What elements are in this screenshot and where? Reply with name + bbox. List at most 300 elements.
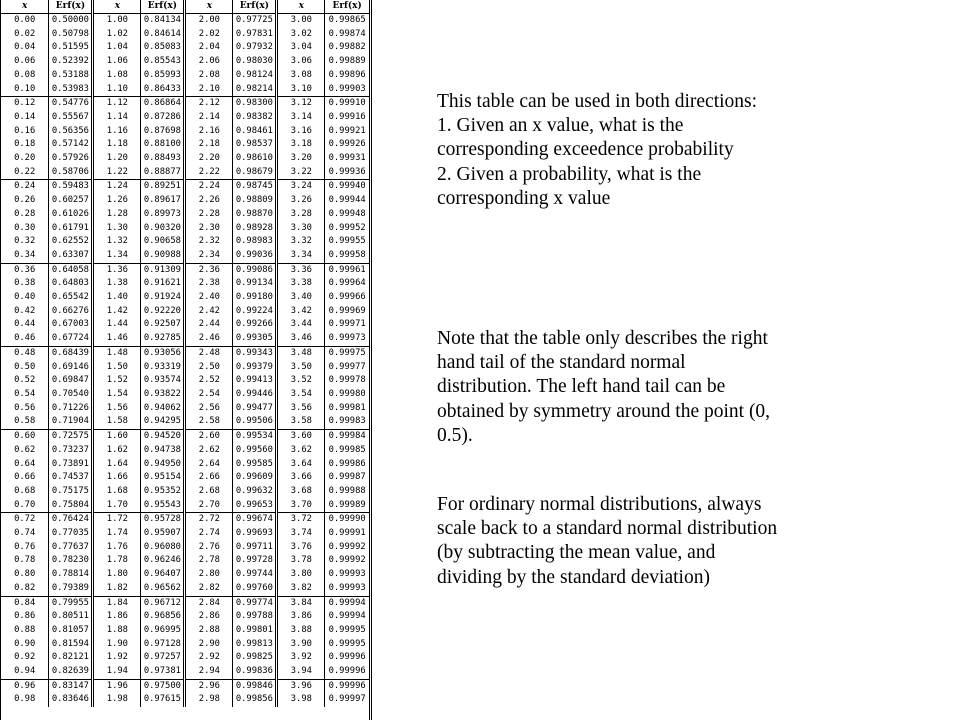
x-value-cell: 3.50: [277, 361, 325, 375]
x-value-cell: 2.08: [185, 69, 233, 83]
table-row: [1, 180, 369, 194]
erf-value-cell: 0.99981: [325, 402, 369, 416]
x-value-cell: 3.38: [277, 277, 325, 291]
x-value-cell: 2.76: [185, 541, 233, 555]
erf-value-cell: 0.55567: [49, 111, 93, 125]
erf-value-cell: 0.99889: [325, 55, 369, 69]
erf-value-cell: 0.71904: [49, 415, 93, 429]
erf-value-cell: 0.98461: [233, 125, 277, 139]
x-value-cell: 0.14: [14, 111, 36, 122]
x-value-cell: 3.66: [277, 471, 325, 485]
x-value-cell: 2.66: [185, 471, 233, 485]
x-value-cell: 0.56: [14, 402, 36, 413]
x-value-cell: 1.80: [93, 568, 141, 582]
erf-value-cell: 0.99224: [233, 305, 277, 319]
x-value-cell: 3.86: [277, 610, 325, 624]
erf-value-cell: 0.99788: [233, 610, 277, 624]
x-value-cell: 0.00: [14, 15, 36, 25]
erf-value-cell: 0.74537: [49, 471, 93, 485]
erf-value-cell: 0.69847: [49, 374, 93, 388]
erf-value-cell: 0.99944: [325, 194, 369, 208]
x-value-cell: 2.30: [185, 222, 233, 236]
table-row: [1, 138, 369, 152]
erf-value-cell: 0.96995: [141, 624, 185, 638]
x-value-cell: 0.62: [14, 444, 36, 455]
table-row: [1, 291, 369, 305]
erf-value-cell: 0.94738: [141, 444, 185, 458]
x-value-cell: 1.28: [93, 208, 141, 222]
erf-value-cell: 0.66276: [49, 305, 93, 319]
erf-value-cell: 0.94295: [141, 415, 185, 429]
table-row: [1, 152, 369, 166]
x-value-cell: 0.98: [14, 694, 36, 705]
x-value-cell: 1.48: [93, 346, 141, 360]
x-value-cell: 1.62: [93, 444, 141, 458]
erf-value-cell: 0.87286: [141, 111, 185, 125]
erf-value-cell: 0.99874: [325, 28, 369, 42]
erf-value-cell: 0.94950: [141, 458, 185, 472]
erf-value-cell: 0.99952: [325, 222, 369, 236]
erf-value-cell: 0.99992: [325, 554, 369, 568]
x-value-cell: 3.96: [277, 679, 325, 693]
x-value-cell: 2.42: [185, 305, 233, 319]
erf-value-cell: 0.53188: [49, 69, 93, 83]
column-header-erf: Erf(x): [49, 0, 93, 14]
table-row: [1, 582, 369, 596]
x-value-cell: 0.10: [14, 83, 36, 94]
x-value-cell: 1.50: [93, 361, 141, 375]
erf-value-cell: 0.91621: [141, 277, 185, 291]
x-value-cell: 0.16: [14, 125, 36, 136]
erf-value-cell: 0.89251: [141, 180, 185, 194]
erf-value-cell: 0.99990: [325, 513, 369, 527]
erf-value-cell: 0.99343: [233, 346, 277, 360]
erf-value-cell: 0.93056: [141, 346, 185, 360]
note-line: 1. Given an x value, what is the: [437, 115, 684, 137]
table-row: [1, 263, 369, 277]
x-value-cell: 3.20: [277, 152, 325, 166]
erf-value-cell: 0.96407: [141, 568, 185, 582]
table-row: [1, 679, 369, 693]
x-value-cell: 0.40: [14, 292, 36, 303]
erf-value-cell: 0.51595: [49, 41, 93, 55]
erf-value-cell: 0.84134: [141, 14, 185, 28]
table-row: [1, 305, 369, 319]
erf-value-cell: 0.95907: [141, 527, 185, 541]
erf-value-cell: 0.82121: [49, 651, 93, 665]
scaling-note-paragraph: [437, 493, 777, 590]
erf-value-cell: 0.99936: [325, 166, 369, 180]
note-line: hand tail of the standard normal: [437, 352, 686, 374]
x-value-cell: 0.92: [14, 652, 36, 663]
x-value-cell: 1.24: [93, 180, 141, 194]
erf-value-cell: 0.96080: [141, 541, 185, 555]
x-value-cell: 1.36: [93, 263, 141, 277]
x-value-cell: 3.76: [277, 541, 325, 555]
erf-value-cell: 0.54776: [49, 97, 93, 111]
erf-value-cell: 0.90320: [141, 222, 185, 236]
x-value-cell: 2.86: [185, 610, 233, 624]
x-value-cell: 0.74: [14, 528, 36, 539]
erf-value-cell: 0.99993: [325, 582, 369, 596]
x-value-cell: 1.64: [93, 458, 141, 472]
x-value-cell: 0.88: [14, 624, 36, 635]
x-value-cell: 3.34: [277, 249, 325, 263]
note-line: For ordinary normal distributions, always: [437, 494, 762, 515]
erf-value-cell: 0.89973: [141, 208, 185, 222]
erf-value-cell: 0.99534: [233, 430, 277, 444]
x-value-cell: 1.30: [93, 222, 141, 236]
x-value-cell: 3.84: [277, 596, 325, 610]
table-row: [1, 415, 369, 429]
erf-value-cell: 0.98610: [233, 152, 277, 166]
x-value-cell: 0.48: [1, 346, 49, 360]
x-value-cell: 3.22: [277, 166, 325, 180]
x-value-cell: 1.38: [93, 277, 141, 291]
erf-value-cell: 0.99846: [233, 679, 277, 693]
erf-value-cell: 0.97128: [141, 638, 185, 652]
erf-value-cell: 0.99989: [325, 499, 369, 513]
table-row: [1, 458, 369, 472]
x-value-cell: 2.02: [185, 28, 233, 42]
x-value-cell: 3.82: [277, 582, 325, 596]
table-row: [1, 374, 369, 388]
x-value-cell: 3.28: [277, 208, 325, 222]
x-value-cell: 3.18: [277, 138, 325, 152]
erf-value-cell: 0.62552: [49, 235, 93, 249]
erf-value-cell: 0.78230: [49, 554, 93, 568]
erf-value-cell: 0.99948: [325, 208, 369, 222]
x-value-cell: 1.60: [93, 430, 141, 444]
erf-value-cell: 0.76424: [49, 513, 93, 527]
erf-value-cell: 0.87698: [141, 125, 185, 139]
x-value-cell: 2.40: [185, 291, 233, 305]
x-value-cell: 0.90: [14, 638, 36, 649]
x-value-cell: 3.10: [277, 83, 325, 97]
x-value-cell: 2.92: [185, 651, 233, 665]
table-row: [1, 624, 369, 638]
x-value-cell: 2.32: [185, 235, 233, 249]
table-row: [1, 693, 369, 707]
x-value-cell: 2.14: [185, 111, 233, 125]
erf-value-cell: 0.99728: [233, 554, 277, 568]
erf-value-cell: 0.50798: [49, 28, 93, 42]
x-value-cell: 1.82: [93, 582, 141, 596]
erf-value-cell: 0.99910: [325, 97, 369, 111]
x-value-cell: 1.42: [93, 305, 141, 319]
column-header-erf: Erf(x): [325, 0, 369, 14]
x-value-cell: 0.96: [1, 679, 49, 693]
erf-value-cell: 0.86864: [141, 97, 185, 111]
table-row: [1, 471, 369, 485]
table-row: [1, 527, 369, 541]
note-line: 0.5).: [437, 424, 473, 446]
erf-value-cell: 0.58706: [49, 166, 93, 180]
x-value-cell: 3.62: [277, 444, 325, 458]
table-row: [1, 444, 369, 458]
erf-value-cell: 0.67003: [49, 318, 93, 332]
erf-value-cell: 0.99961: [325, 263, 369, 277]
x-value-cell: 1.52: [93, 374, 141, 388]
x-value-cell: 2.46: [185, 332, 233, 346]
x-value-cell: 3.08: [277, 69, 325, 83]
erf-value-cell: 0.99477: [233, 402, 277, 416]
erf-value-cell: 0.77637: [49, 541, 93, 555]
erf-value-cell: 0.93319: [141, 361, 185, 375]
erf-value-cell: 0.99992: [325, 541, 369, 555]
erf-value-cell: 0.99413: [233, 374, 277, 388]
x-value-cell: 3.90: [277, 638, 325, 652]
x-value-cell: 0.34: [14, 249, 36, 260]
erf-value-cell: 0.99931: [325, 152, 369, 166]
erf-value-cell: 0.50000: [49, 14, 93, 28]
x-value-cell: 2.90: [185, 638, 233, 652]
x-value-cell: 1.08: [93, 69, 141, 83]
x-value-cell: 0.32: [14, 236, 36, 247]
erf-value-cell: 0.99813: [233, 638, 277, 652]
x-value-cell: 0.42: [14, 305, 36, 316]
x-value-cell: 2.22: [185, 166, 233, 180]
erf-value-cell: 0.91309: [141, 263, 185, 277]
x-value-cell: 1.16: [93, 125, 141, 139]
table-row: [1, 499, 369, 513]
column-header-x: x: [1, 0, 49, 14]
x-value-cell: 2.56: [185, 402, 233, 416]
x-value-cell: 0.46: [14, 333, 36, 344]
table-row: [1, 277, 369, 291]
erf-value-cell: 0.98745: [233, 180, 277, 194]
x-value-cell: 2.16: [185, 125, 233, 139]
x-value-cell: 1.76: [93, 541, 141, 555]
x-value-cell: 3.98: [277, 693, 325, 707]
x-value-cell: 2.12: [185, 97, 233, 111]
table-row: [1, 513, 369, 527]
x-value-cell: 1.26: [93, 194, 141, 208]
erf-value-cell: 0.91924: [141, 291, 185, 305]
x-value-cell: 1.02: [93, 28, 141, 42]
x-value-cell: 0.68: [14, 485, 36, 496]
note-line: Note that the table only describes the right: [437, 328, 768, 349]
x-value-cell: 1.90: [93, 638, 141, 652]
erf-value-cell: 0.99760: [233, 582, 277, 596]
erf-value-cell: 0.99966: [325, 291, 369, 305]
x-value-cell: 3.14: [277, 111, 325, 125]
erf-value-cell: 0.78814: [49, 568, 93, 582]
erf-value-cell: 0.99446: [233, 388, 277, 402]
x-value-cell: 1.92: [93, 651, 141, 665]
x-value-cell: 0.38: [14, 278, 36, 289]
erf-value-cell: 0.83646: [49, 693, 93, 707]
note-line: dividing by the standard deviation): [437, 566, 710, 588]
x-value-cell: 3.94: [277, 665, 325, 679]
erf-value-cell: 0.99744: [233, 568, 277, 582]
note-line: distribution. The left hand tail can be: [437, 376, 726, 398]
erf-value-cell: 0.77035: [49, 527, 93, 541]
erf-value-cell: 0.64058: [49, 263, 93, 277]
erf-value-cell: 0.92220: [141, 305, 185, 319]
erf-value-cell: 0.97615: [141, 693, 185, 707]
erf-value-cell: 0.99995: [325, 638, 369, 652]
x-value-cell: 1.06: [93, 55, 141, 69]
erf-value-cell: 0.99180: [233, 291, 277, 305]
x-value-cell: 3.54: [277, 388, 325, 402]
column-header-x: x: [185, 0, 233, 14]
x-value-cell: 0.86: [14, 611, 36, 622]
note-line: corresponding exceedence probability: [437, 139, 734, 161]
x-value-cell: 0.80: [14, 569, 36, 580]
erf-value-cell: 0.99379: [233, 361, 277, 375]
erf-table-body: [1, 14, 369, 708]
table-row: [1, 541, 369, 555]
erf-value-cell: 0.99986: [325, 458, 369, 472]
x-value-cell: 2.38: [185, 277, 233, 291]
erf-value-cell: 0.82639: [49, 665, 93, 679]
x-value-cell: 0.78: [14, 555, 36, 566]
erf-value-cell: 0.99865: [325, 14, 369, 28]
erf-value-cell: 0.60257: [49, 194, 93, 208]
table-row: [1, 596, 369, 610]
x-value-cell: 2.54: [185, 388, 233, 402]
x-value-cell: 2.44: [185, 318, 233, 332]
erf-value-cell: 0.99632: [233, 485, 277, 499]
x-value-cell: 2.82: [185, 582, 233, 596]
erf-value-cell: 0.57142: [49, 138, 93, 152]
erf-value-cell: 0.95154: [141, 471, 185, 485]
x-value-cell: 0.54: [14, 388, 36, 399]
x-value-cell: 1.84: [93, 596, 141, 610]
erf-value-cell: 0.93574: [141, 374, 185, 388]
table-row: [1, 28, 369, 42]
erf-value-cell: 0.67724: [49, 332, 93, 346]
erf-value-cell: 0.68439: [49, 346, 93, 360]
erf-value-cell: 0.99975: [325, 346, 369, 360]
x-value-cell: 0.58: [14, 416, 36, 427]
x-value-cell: 0.36: [1, 263, 49, 277]
erf-value-cell: 0.95543: [141, 499, 185, 513]
x-value-cell: 2.74: [185, 527, 233, 541]
column-header-erf: Erf(x): [233, 0, 277, 14]
table-row: [1, 14, 369, 28]
x-value-cell: 0.52: [14, 375, 36, 386]
erf-value-cell: 0.99996: [325, 679, 369, 693]
erf-value-cell: 0.99585: [233, 458, 277, 472]
x-value-cell: 2.62: [185, 444, 233, 458]
x-value-cell: 0.30: [14, 222, 36, 233]
x-value-cell: 2.80: [185, 568, 233, 582]
x-value-cell: 3.06: [277, 55, 325, 69]
erf-value-cell: 0.99882: [325, 41, 369, 55]
table-row: [1, 208, 369, 222]
x-value-cell: 2.60: [185, 430, 233, 444]
x-value-cell: 0.28: [14, 208, 36, 219]
erf-value-cell: 0.99086: [233, 263, 277, 277]
column-header-x: x: [277, 0, 325, 14]
x-value-cell: 3.68: [277, 485, 325, 499]
note-line: corresponding x value: [437, 187, 611, 209]
x-value-cell: 3.32: [277, 235, 325, 249]
x-value-cell: 3.56: [277, 402, 325, 416]
column-header-x: x: [93, 0, 141, 14]
erf-value-cell: 0.99996: [325, 665, 369, 679]
erf-value-cell: 0.97257: [141, 651, 185, 665]
erf-value-cell: 0.94520: [141, 430, 185, 444]
x-value-cell: 3.42: [277, 305, 325, 319]
erf-value-cell: 0.99305: [233, 332, 277, 346]
x-value-cell: 0.04: [14, 42, 36, 53]
x-value-cell: 2.50: [185, 361, 233, 375]
x-value-cell: 1.56: [93, 402, 141, 416]
erf-table-container: [0, 0, 372, 720]
x-value-cell: 3.72: [277, 513, 325, 527]
table-row: [1, 69, 369, 83]
erf-value-cell: 0.92507: [141, 318, 185, 332]
x-value-cell: 0.24: [1, 180, 49, 194]
erf-value-cell: 0.99896: [325, 69, 369, 83]
table-row: [1, 554, 369, 568]
erf-value-cell: 0.97381: [141, 665, 185, 679]
x-value-cell: 3.16: [277, 125, 325, 139]
x-value-cell: 3.70: [277, 499, 325, 513]
erf-value-cell: 0.99903: [325, 83, 369, 97]
x-value-cell: 3.52: [277, 374, 325, 388]
x-value-cell: 2.20: [185, 152, 233, 166]
erf-value-cell: 0.57926: [49, 152, 93, 166]
x-value-cell: 1.88: [93, 624, 141, 638]
erf-value-cell: 0.99774: [233, 596, 277, 610]
erf-value-cell: 0.98809: [233, 194, 277, 208]
erf-value-cell: 0.72575: [49, 430, 93, 444]
erf-value-cell: 0.85543: [141, 55, 185, 69]
table-row: [1, 41, 369, 55]
table-row: [1, 111, 369, 125]
x-value-cell: 2.00: [185, 14, 233, 28]
erf-value-cell: 0.53983: [49, 83, 93, 97]
erf-value-cell: 0.52392: [49, 55, 93, 69]
table-row: [1, 638, 369, 652]
x-value-cell: 0.02: [14, 28, 36, 39]
erf-value-cell: 0.99983: [325, 415, 369, 429]
erf-value-cell: 0.80511: [49, 610, 93, 624]
x-value-cell: 3.12: [277, 97, 325, 111]
x-value-cell: 1.12: [93, 97, 141, 111]
note-line: scale back to a standard normal distribution: [437, 518, 778, 540]
erf-value-cell: 0.81594: [49, 638, 93, 652]
x-value-cell: 2.64: [185, 458, 233, 472]
note-line: 2. Given a probability, what is the: [437, 163, 702, 185]
x-value-cell: 0.06: [14, 56, 36, 67]
erf-value-cell: 0.98030: [233, 55, 277, 69]
column-header-erf: Erf(x): [141, 0, 185, 14]
erf-value-cell: 0.88100: [141, 138, 185, 152]
x-value-cell: 1.78: [93, 554, 141, 568]
x-value-cell: 3.40: [277, 291, 325, 305]
erf-value-cell: 0.97500: [141, 679, 185, 693]
x-value-cell: 2.06: [185, 55, 233, 69]
erf-value-cell: 0.71226: [49, 402, 93, 416]
table-row: [1, 568, 369, 582]
x-value-cell: 1.14: [93, 111, 141, 125]
x-value-cell: 3.24: [277, 180, 325, 194]
erf-value-cell: 0.99988: [325, 485, 369, 499]
x-value-cell: 3.58: [277, 415, 325, 429]
x-value-cell: 3.36: [277, 263, 325, 277]
erf-value-cell: 0.99994: [325, 596, 369, 610]
x-value-cell: 1.00: [93, 14, 141, 28]
erf-value-cell: 0.99994: [325, 610, 369, 624]
x-value-cell: 2.48: [185, 346, 233, 360]
erf-value-cell: 0.99958: [325, 249, 369, 263]
erf-value-cell: 0.96712: [141, 596, 185, 610]
